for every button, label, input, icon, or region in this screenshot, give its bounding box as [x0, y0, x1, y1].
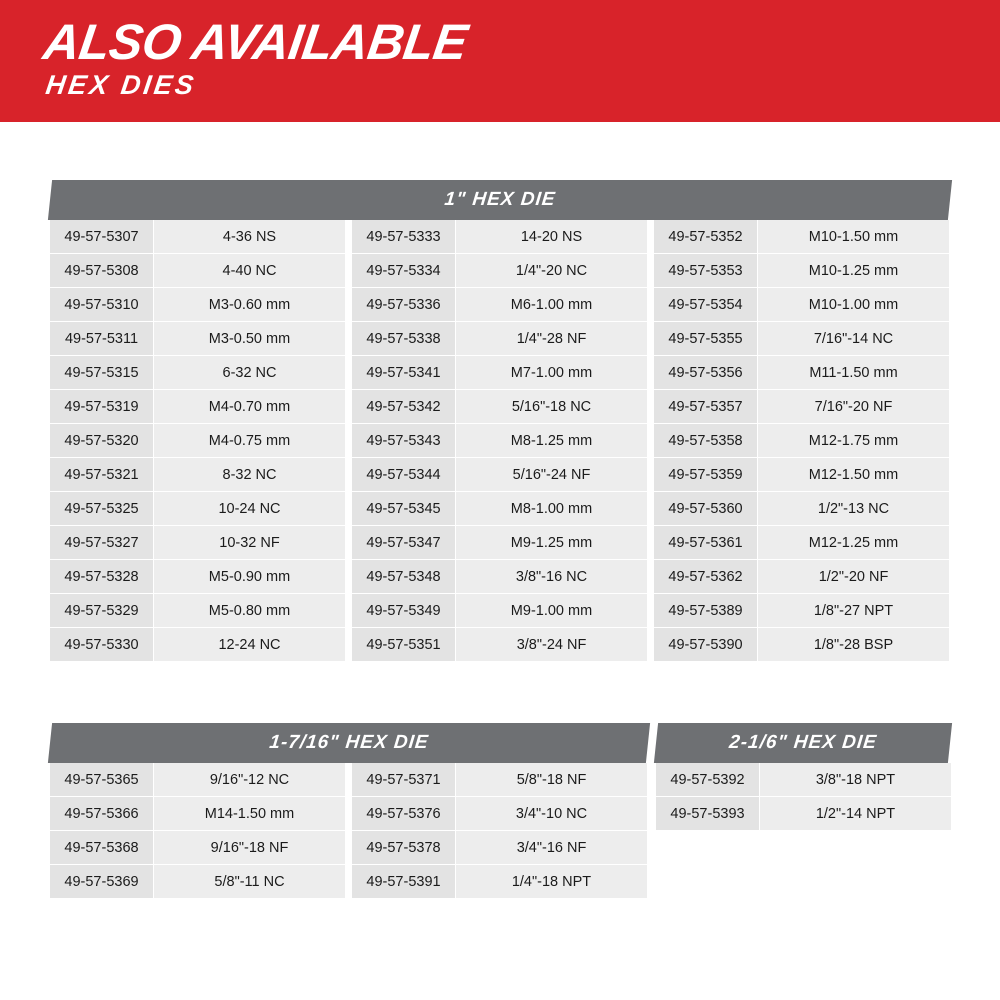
- table-row: [654, 356, 950, 390]
- table-row: [50, 526, 346, 560]
- cell-sku: 49-57-5329: [50, 594, 154, 628]
- cell-size: 5/8"-11 NC: [154, 865, 346, 899]
- table-title: 1-7/16" HEX DIE: [268, 732, 430, 753]
- cell-sku: 49-57-5320: [50, 424, 154, 458]
- page-title: ALSO AVAILABLE: [40, 14, 471, 70]
- table-row: [50, 254, 346, 288]
- table-row: [352, 458, 648, 492]
- table-row: [654, 424, 950, 458]
- cell-size: M3-0.50 mm: [154, 322, 346, 356]
- cell-size: 1/4"-28 NF: [456, 322, 648, 356]
- table-body-1-7-16-inch: [50, 763, 648, 899]
- table-body-1-inch: [50, 220, 950, 662]
- table-body-2-1-6-inch: [656, 763, 950, 831]
- table-2-1-6-inch-hex-die: [656, 723, 950, 831]
- table-1-inch-hex-die: [50, 180, 950, 662]
- cell-size: M5-0.80 mm: [154, 594, 346, 628]
- table-row: [656, 797, 952, 831]
- cell-sku: 49-57-5343: [352, 424, 456, 458]
- table-row: [654, 458, 950, 492]
- table-row: [654, 492, 950, 526]
- cell-size: 1/4"-20 NC: [456, 254, 648, 288]
- cell-size: 7/16"-14 NC: [758, 322, 950, 356]
- table-row: [654, 390, 950, 424]
- cell-size: M12-1.50 mm: [758, 458, 950, 492]
- cell-sku: 49-57-5359: [654, 458, 758, 492]
- table-row: [50, 865, 346, 899]
- cell-sku: 49-57-5360: [654, 492, 758, 526]
- cell-sku: 49-57-5333: [352, 220, 456, 254]
- cell-size: M14-1.50 mm: [154, 797, 346, 831]
- cell-size: 10-32 NF: [154, 526, 346, 560]
- cell-sku: 49-57-5391: [352, 865, 456, 899]
- cell-sku: 49-57-5325: [50, 492, 154, 526]
- cell-size: M9-1.25 mm: [456, 526, 648, 560]
- table-row: [50, 356, 346, 390]
- table-row: [654, 220, 950, 254]
- cell-sku: 49-57-5342: [352, 390, 456, 424]
- table-header-2-1-6-inch: [654, 723, 952, 763]
- table-row: [50, 797, 346, 831]
- cell-sku: 49-57-5334: [352, 254, 456, 288]
- cell-size: M8-1.00 mm: [456, 492, 648, 526]
- cell-sku: 49-57-5357: [654, 390, 758, 424]
- cell-sku: 49-57-5354: [654, 288, 758, 322]
- cell-sku: 49-57-5330: [50, 628, 154, 662]
- table-row: [50, 424, 346, 458]
- cell-sku: 49-57-5358: [654, 424, 758, 458]
- cell-sku: 49-57-5390: [654, 628, 758, 662]
- cell-size: 3/8"-18 NPT: [760, 763, 952, 797]
- cell-sku: 49-57-5352: [654, 220, 758, 254]
- cell-size: M11-1.50 mm: [758, 356, 950, 390]
- table-row: [50, 492, 346, 526]
- cell-size: M4-0.70 mm: [154, 390, 346, 424]
- table-1-7-16-inch-hex-die: [50, 723, 648, 899]
- cell-sku: 49-57-5369: [50, 865, 154, 899]
- cell-size: M9-1.00 mm: [456, 594, 648, 628]
- cell-sku: 49-57-5392: [656, 763, 760, 797]
- cell-size: M10-1.00 mm: [758, 288, 950, 322]
- cell-size: M10-1.25 mm: [758, 254, 950, 288]
- cell-sku: 49-57-5349: [352, 594, 456, 628]
- table-row: [352, 492, 648, 526]
- cell-sku: 49-57-5344: [352, 458, 456, 492]
- table-row: [654, 288, 950, 322]
- cell-size: 9/16"-18 NF: [154, 831, 346, 865]
- cell-size: 5/16"-24 NF: [456, 458, 648, 492]
- cell-size: M5-0.90 mm: [154, 560, 346, 594]
- cell-size: 1/2"-14 NPT: [760, 797, 952, 831]
- cell-size: M12-1.25 mm: [758, 526, 950, 560]
- cell-sku: 49-57-5347: [352, 526, 456, 560]
- table-row: [352, 390, 648, 424]
- cell-sku: 49-57-5353: [654, 254, 758, 288]
- table-row: [352, 424, 648, 458]
- cell-sku: 49-57-5345: [352, 492, 456, 526]
- table-row: [352, 763, 648, 797]
- cell-sku: 49-57-5378: [352, 831, 456, 865]
- table-row: [50, 220, 346, 254]
- table-row: [50, 322, 346, 356]
- cell-sku: 49-57-5311: [50, 322, 154, 356]
- cell-size: 4-40 NC: [154, 254, 346, 288]
- table-row: [352, 797, 648, 831]
- cell-size: 6-32 NC: [154, 356, 346, 390]
- table-row: [654, 322, 950, 356]
- cell-size: 3/4"-16 NF: [456, 831, 648, 865]
- cell-sku: 49-57-5393: [656, 797, 760, 831]
- cell-size: M6-1.00 mm: [456, 288, 648, 322]
- header-banner: [0, 0, 1000, 122]
- table-row: [50, 560, 346, 594]
- cell-size: 5/16"-18 NC: [456, 390, 648, 424]
- cell-sku: 49-57-5351: [352, 628, 456, 662]
- table-row: [352, 288, 648, 322]
- column-group: [50, 763, 346, 899]
- cell-sku: 49-57-5362: [654, 560, 758, 594]
- column-group: [352, 220, 648, 662]
- cell-size: 3/8"-16 NC: [456, 560, 648, 594]
- cell-sku: 49-57-5356: [654, 356, 758, 390]
- cell-sku: 49-57-5307: [50, 220, 154, 254]
- cell-size: M7-1.00 mm: [456, 356, 648, 390]
- cell-size: 1/8"-27 NPT: [758, 594, 950, 628]
- cell-sku: 49-57-5371: [352, 763, 456, 797]
- table-row: [50, 458, 346, 492]
- table-row: [50, 831, 346, 865]
- column-group: [654, 220, 950, 662]
- cell-sku: 49-57-5321: [50, 458, 154, 492]
- cell-size: 1/4"-18 NPT: [456, 865, 648, 899]
- column-group: [352, 763, 648, 899]
- table-row: [50, 288, 346, 322]
- cell-size: 7/16"-20 NF: [758, 390, 950, 424]
- table-row: [352, 560, 648, 594]
- table-row: [352, 831, 648, 865]
- cell-sku: 49-57-5327: [50, 526, 154, 560]
- table-row: [352, 322, 648, 356]
- table-row: [352, 628, 648, 662]
- table-row: [50, 628, 346, 662]
- cell-sku: 49-57-5361: [654, 526, 758, 560]
- table-row: [50, 390, 346, 424]
- table-row: [654, 594, 950, 628]
- table-row: [352, 220, 648, 254]
- cell-size: 9/16"-12 NC: [154, 763, 346, 797]
- cell-size: 1/2"-13 NC: [758, 492, 950, 526]
- cell-sku: 49-57-5365: [50, 763, 154, 797]
- table-row: [656, 763, 952, 797]
- cell-sku: 49-57-5376: [352, 797, 456, 831]
- cell-sku: 49-57-5348: [352, 560, 456, 594]
- cell-sku: 49-57-5328: [50, 560, 154, 594]
- table-row: [352, 526, 648, 560]
- cell-sku: 49-57-5341: [352, 356, 456, 390]
- cell-size: 1/2"-20 NF: [758, 560, 950, 594]
- cell-size: 3/4"-10 NC: [456, 797, 648, 831]
- cell-sku: 49-57-5319: [50, 390, 154, 424]
- table-row: [352, 594, 648, 628]
- cell-sku: 49-57-5389: [654, 594, 758, 628]
- table-row: [654, 560, 950, 594]
- table-row: [50, 594, 346, 628]
- table-row: [352, 865, 648, 899]
- table-title: 2-1/6" HEX DIE: [728, 732, 878, 753]
- table-row: [654, 628, 950, 662]
- column-group: [656, 763, 952, 831]
- cell-sku: 49-57-5338: [352, 322, 456, 356]
- cell-size: M10-1.50 mm: [758, 220, 950, 254]
- cell-size: M4-0.75 mm: [154, 424, 346, 458]
- table-row: [654, 254, 950, 288]
- cell-sku: 49-57-5310: [50, 288, 154, 322]
- cell-size: 5/8"-18 NF: [456, 763, 648, 797]
- table-title: 1" HEX DIE: [443, 189, 557, 210]
- cell-sku: 49-57-5336: [352, 288, 456, 322]
- cell-size: 10-24 NC: [154, 492, 346, 526]
- cell-size: 4-36 NS: [154, 220, 346, 254]
- cell-size: 1/8"-28 BSP: [758, 628, 950, 662]
- cell-sku: 49-57-5368: [50, 831, 154, 865]
- cell-sku: 49-57-5308: [50, 254, 154, 288]
- table-row: [352, 356, 648, 390]
- cell-size: M8-1.25 mm: [456, 424, 648, 458]
- cell-sku: 49-57-5366: [50, 797, 154, 831]
- cell-size: M12-1.75 mm: [758, 424, 950, 458]
- cell-sku: 49-57-5355: [654, 322, 758, 356]
- table-row: [50, 763, 346, 797]
- page-subtitle: HEX DIES: [43, 70, 199, 100]
- cell-size: 14-20 NS: [456, 220, 648, 254]
- cell-sku: 49-57-5315: [50, 356, 154, 390]
- cell-size: 12-24 NC: [154, 628, 346, 662]
- table-header-1-7-16-inch: [48, 723, 650, 763]
- table-row: [654, 526, 950, 560]
- cell-size: 3/8"-24 NF: [456, 628, 648, 662]
- column-group: [50, 220, 346, 662]
- table-row: [352, 254, 648, 288]
- cell-size: 8-32 NC: [154, 458, 346, 492]
- table-header-1-inch: [48, 180, 952, 220]
- cell-size: M3-0.60 mm: [154, 288, 346, 322]
